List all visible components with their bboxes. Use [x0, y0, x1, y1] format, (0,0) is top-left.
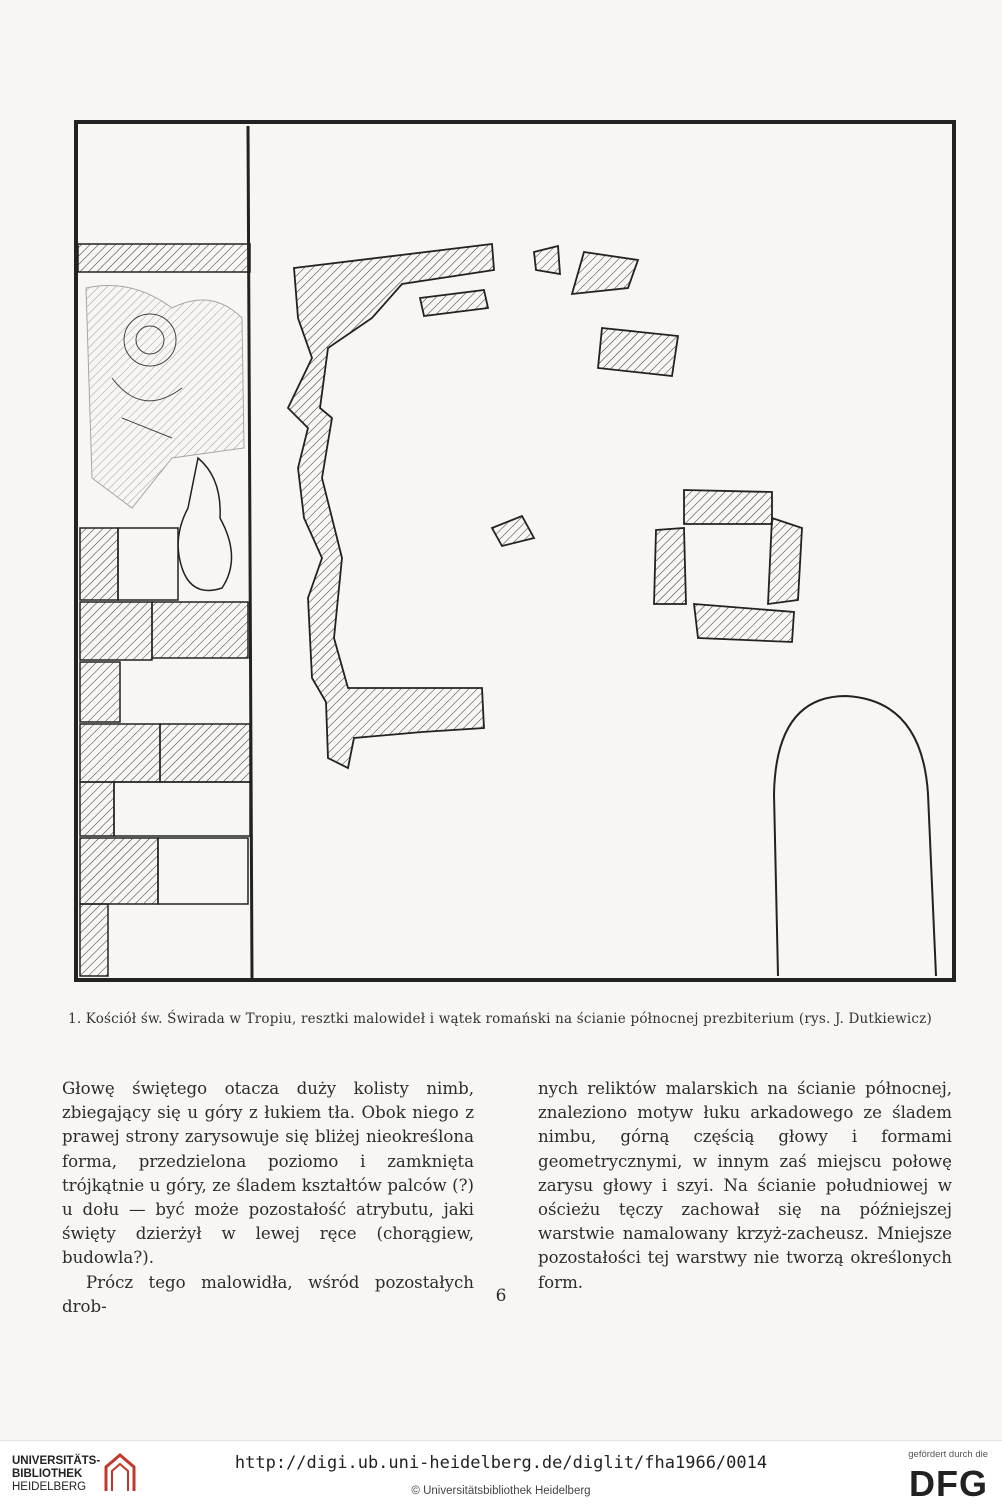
paragraph: nych reliktów malarskich na ścianie północnej, znaleziono motyw łuku arkadowego ze śladem nimbu, górną częścią głowy i formami geometrycznymi, w innym zaś miejscu połowę zarysu głowy i szyi. Na ścianie południowej w ościeżu tęczy zachował się na późniejszej warstwie namalowany krzyż-zacheusz. Mniejsze pozostałości tej warstwy nie tworzą określonych form.: [538, 1079, 952, 1292]
page-number: 6: [495, 1286, 507, 1306]
permalink-url[interactable]: http://digi.ub.uni-heidelberg.de/diglit/fha1966/0014: [234, 1453, 768, 1473]
funding-label: gefördert durch die: [908, 1449, 988, 1460]
paragraph: Głowę świętego otacza duży kolisty nimb, zbiegający się u góry z łukiem tła. Obok niego z prawej strony zarysowuje się bliżej nieokreślona forma, przedzielona poziomo i zamknięta trójkątnie u góry, ze śladem kształtów palców (?) u dołu — być może pozostałość atrybutu, jaki święty dzierżył w lewej ręce (chorągiew, budowla?).: [62, 1079, 474, 1268]
mural-line-drawing-icon: [72, 118, 960, 988]
mural-drawing-figure: [72, 118, 960, 988]
library-line: BIBLIOTHEK: [12, 1468, 83, 1480]
text-column-left: [62, 1077, 474, 1319]
library-line: HEIDELBERG: [12, 1481, 87, 1493]
figure-caption: 1. Kościół św. Świrada w Tropiu, resztki malowideł i wątek romański na ścianie północnej prezbiterium (rys. J. Dutkiewicz): [68, 1011, 932, 1027]
viewer-footer: [0, 1440, 1002, 1512]
paragraph: Prócz tego malowidła, wśród pozostałych drob-: [62, 1272, 474, 1316]
text-column-right: [538, 1077, 952, 1295]
copyright-notice: © Universitätsbibliothek Heidelberg: [411, 1485, 591, 1497]
library-line: UNIVERSITÄTS-: [12, 1455, 101, 1467]
dfg-logo[interactable]: DFG: [909, 1463, 988, 1504]
